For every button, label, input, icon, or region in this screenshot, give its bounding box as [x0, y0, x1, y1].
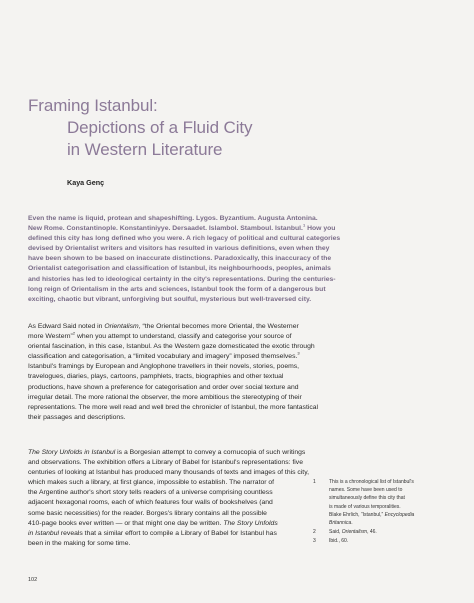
footnote-line: Blake Ehrlich, “Istanbul,” Encyclopedia [329, 511, 415, 518]
abstract-line: Even the name is liquid, protean and shapeshifting. Lygos. Byzantium. Augusta Antonina. [28, 215, 318, 222]
paragraph-line: travelogues, diaries, plays, cartoons, pamphlets, tracts, biographies and other textual [28, 373, 284, 381]
paragraph-line: and observations. The exhibition offers a Library of Babel for Istanbul's representations: five [28, 459, 303, 467]
footnotes [313, 478, 453, 547]
paragraph-line: Istanbul's framings by European and Anglophone travellers in their novels, stories, poems, [28, 363, 300, 371]
paragraph-line: some basic necessities) for the reader. Borges's library contains all the possible [28, 509, 267, 517]
abstract-line: have been shown to be based on inaccurate distinctions. Paradoxically, this inaccuracy of the [28, 255, 332, 263]
footnote-2 [313, 528, 453, 536]
paragraph-line: which makes such a library, at first glance, impossible to establish. The narrator of [28, 479, 275, 487]
paragraph-line: As Edward Said noted in Orientalism, “the Oriental becomes more Oriental, the Westerner [28, 323, 299, 330]
paragraph-line: 410-page books ever written — or that might one day be written. The Story Unfolds [28, 519, 278, 527]
abstract-line: New Rome. Constantinople. Konstantiniyye. Dersaadet. Islambol. Stamboul. Istanbul.$^1$ How you [28, 222, 336, 233]
abstract-line: exciting, chaotic but vibrant, unforgiving but soulful, mysterious but well-traversed city. [28, 295, 312, 303]
abstract-line: devised by Orientalist writers and visitors has resulted in various definitions, even when they [28, 245, 330, 253]
footnote-line: This is a chronological list of Istanbul's [329, 479, 414, 485]
chapter-title-line-2: Depictions of a Fluid City [67, 118, 253, 137]
chapter-title-line-1: Framing Istanbul: [28, 96, 158, 115]
footnote-line: is made of various temporalities. [329, 503, 401, 510]
paragraph-line: representations. The more well read and well bred the chronicler of Istanbul, the more fantastical [28, 403, 319, 411]
paragraph-line: in Istanbul reveals that a similar effort to compile a Library of Babel for Istanbul has [28, 529, 277, 537]
paragraph-line: productions, have shown a preference for categorisation and order over social texture and [28, 383, 299, 391]
paragraph-line: adjacent hexagonal rooms, each of which features four walls of bookshelves (and [28, 499, 273, 507]
footnote-ref: 1 [302, 222, 306, 228]
paragraph-line: centuries of looking at Istanbul has produced many thousands of texts and images of this city, [28, 469, 309, 477]
footnote-number: 2 [313, 529, 316, 536]
paragraph-line: The Story Unfolds in Istanbul is a Borgesian attempt to convey a cornucopia of such writings [28, 449, 306, 456]
abstract [28, 214, 388, 305]
footnote-line: Ibid., 60. [329, 538, 349, 545]
paragraph-line: oriental fascination, in this case, Istanbul. As the Western gaze domesticated the exotic through [28, 343, 315, 351]
paragraph-line: classification and categorisation, a “limited vocabulary and imagery” imposed themselves.$^3$ [28, 351, 300, 361]
paragraph-line: their passages and descriptions. [28, 413, 126, 421]
footnote-number: 3 [313, 538, 316, 545]
footnote-number: 1 [313, 479, 316, 485]
footnote-line: Said, Orientalism, 46. [329, 529, 377, 536]
page-number: 102 [28, 577, 38, 583]
footnote-ref: 2 [72, 330, 76, 336]
abstract-line: defined this city has long defined who you were. A rich legacy of political and cultural categories [28, 235, 341, 243]
footnote-line: simultaneously define this city that [329, 495, 405, 502]
abstract-line: Orientalist categorisation and classification of Istanbul, its neighbourhoods, peoples, animals [28, 265, 331, 273]
footnote-line: names. Some have been used to [329, 487, 403, 494]
abstract-line: long reign of Orientalism in the arts and sciences, Istanbul took the form of a dangerous but [28, 285, 326, 293]
paragraph-line: the Argentine author's short story tells readers of a universe comprising countless [28, 489, 273, 497]
footnote-line: Britannica. [329, 520, 353, 527]
paragraph-line: more Western”$^2$ when you attempt to understand, classify and categorise your source of [28, 330, 292, 341]
paragraph-line: been in the making for some time. [28, 539, 131, 547]
footnote-1 [313, 478, 453, 527]
author-name: Kaya Genç [67, 178, 105, 187]
abstract-line: and histories has led to ideological certainty in the city's representations. During the centuries- [28, 275, 336, 283]
footnote-3 [313, 537, 453, 545]
paragraph-line: irregular detail. The more rational the observer, the more ambitious the stereotyping of their [28, 393, 302, 401]
body-paragraph-1 [28, 322, 373, 423]
footnote-ref: 3 [297, 351, 300, 357]
chapter-title-line-3: in Western Literature [67, 140, 223, 159]
